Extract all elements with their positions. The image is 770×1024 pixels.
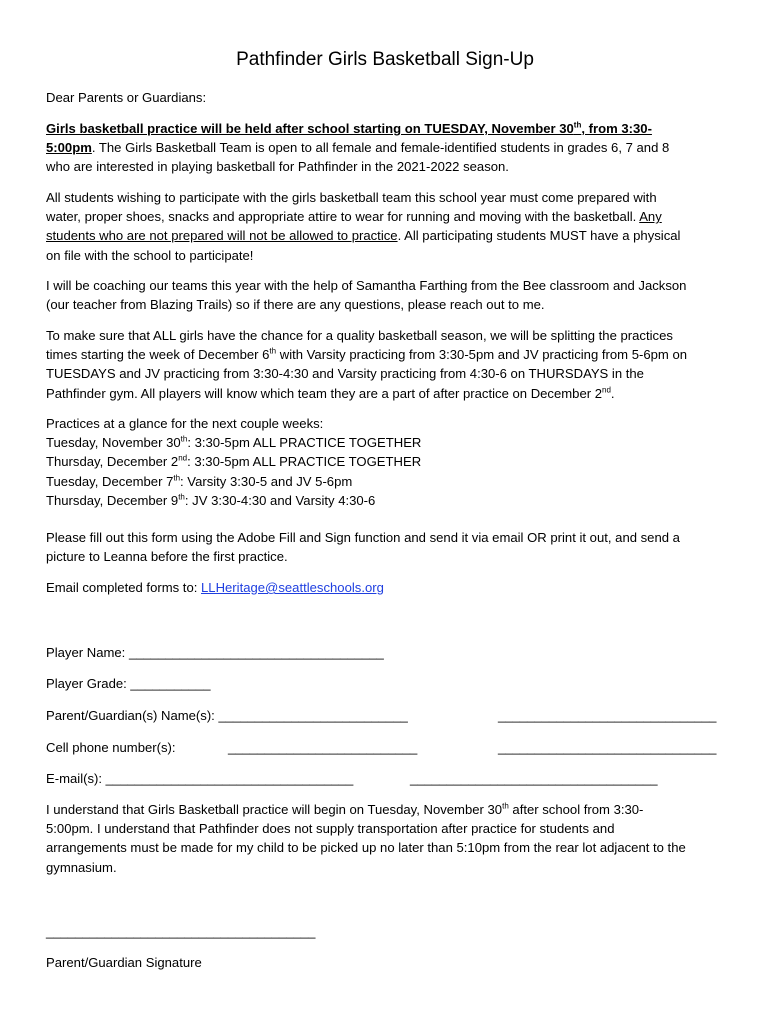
signature-line[interactable]: _____________________________________ bbox=[46, 924, 316, 939]
greeting-text: Dear Parents or Guardians: bbox=[46, 90, 207, 105]
intro-line-2 bbox=[46, 138, 736, 157]
teams-line-2 bbox=[46, 345, 736, 364]
schedule-superscript: th bbox=[180, 434, 188, 444]
acknowledgement-line-1 bbox=[46, 800, 736, 819]
coaching-line-1: I will be coaching our teams this year with the help of Samantha Farthing from the Bee classroom and Jackson bbox=[46, 278, 687, 293]
acknowledgement-line-1-b: after school from 3:30- bbox=[508, 802, 644, 817]
requirements-line-1: All students wishing to participate with the girls basketball team this school year must come prepared with bbox=[46, 190, 657, 205]
instructions-line-2: picture to Leanna before the first practice. bbox=[46, 549, 288, 565]
teams-line-2-a: times starting the week of December 6 bbox=[46, 347, 270, 363]
teams-superscript-2: nd bbox=[602, 385, 611, 395]
teams-line-4-a: Pathfinder gym. All players will know which team they are a part of after practice on December 2 bbox=[46, 385, 603, 401]
email-label: Email completed forms to: bbox=[46, 580, 201, 595]
player-name-field[interactable]: Player Name: ___________________________________ bbox=[46, 645, 384, 660]
guardian-name-field-2[interactable]: ______________________________ bbox=[498, 708, 717, 723]
email-field-2[interactable]: __________________________________ bbox=[410, 771, 658, 786]
schedule-row bbox=[46, 491, 736, 510]
teams-line-4 bbox=[46, 384, 736, 403]
acknowledgement-paragraph bbox=[46, 800, 736, 877]
email-link[interactable]: LLHeritage@seattleschools.org bbox=[201, 580, 384, 595]
email-field[interactable]: E-mail(s): __________________________________ bbox=[46, 771, 354, 786]
coaching-line-2: (our teacher from Blazing Trails) so if there are any questions, please reach out to me. bbox=[46, 297, 545, 313]
practice-schedule bbox=[46, 414, 736, 510]
schedule-detail: : Varsity 3:30-5 and JV 5-6pm bbox=[180, 473, 353, 489]
guardian-name-field[interactable]: Parent/Guardian(s) Name(s): __________________________ bbox=[46, 708, 408, 723]
instructions-paragraph bbox=[46, 528, 736, 566]
requirements-underlined-text: students who are not prepared will not be allowed to practice bbox=[46, 228, 398, 244]
requirements-line-2-text: water, proper shoes, snacks and appropriate attire to wear for running and moving with the basketball. bbox=[46, 209, 640, 225]
requirements-line-4: on file with the school to participate! bbox=[46, 247, 254, 263]
teams-paragraph bbox=[46, 326, 736, 403]
acknowledgement-line-1-a: I understand that Girls Basketball practice will begin on Tuesday, November 30 bbox=[46, 802, 503, 817]
teams-line-3: TUESDAYS and JV practicing from 3:30-4:30 and Varsity practicing from 4:30-6 on THURSDAYS in the bbox=[46, 366, 644, 382]
intro-time-bold: 5:00pm bbox=[46, 140, 92, 156]
acknowledgement-line-3: arrangements must be made for my child to be picked up no later than 5:10pm from the rear lot adjacent to the bbox=[46, 840, 686, 856]
email-instructions-line bbox=[46, 578, 736, 597]
requirements-line-3-text: . All participating students MUST have a physical bbox=[397, 228, 681, 244]
cell-phone-field[interactable]: __________________________ bbox=[228, 740, 418, 755]
schedule-row bbox=[46, 452, 736, 471]
signature-label: Parent/Guardian Signature bbox=[46, 955, 202, 970]
instructions-line-1: Please fill out this form using the Adobe Fill and Sign function and send it via email OR print it out, and send a bbox=[46, 530, 680, 545]
schedule-detail: : 3:30-5pm ALL PRACTICE TOGETHER bbox=[187, 454, 422, 470]
schedule-row bbox=[46, 472, 736, 491]
intro-bold-text: Girls basketball practice will be held after school starting on TUESDAY, November 30 bbox=[46, 121, 574, 136]
schedule-heading: Practices at a glance for the next couple weeks: bbox=[46, 416, 324, 431]
schedule-date: Tuesday, December 7 bbox=[46, 473, 174, 489]
teams-line-2-b: with Varsity practicing from 3:30-5pm and JV practicing from 5-6pm on bbox=[276, 347, 688, 363]
acknowledgement-superscript: th bbox=[502, 801, 509, 811]
schedule-date: Tuesday, November 30 bbox=[46, 435, 181, 451]
acknowledgement-line-2: 5:00pm. I understand that Pathfinder does not supply transportation after practice for students and bbox=[46, 821, 615, 837]
greeting bbox=[46, 88, 736, 107]
page-title: Pathfinder Girls Basketball Sign-Up bbox=[236, 49, 534, 70]
schedule-date: Thursday, December 9 bbox=[46, 492, 179, 508]
intro-superscript: th bbox=[573, 120, 582, 130]
intro-line-2-text: . The Girls Basketball Team is open to all female and female-identified students in grades 6, 7 and 8 bbox=[91, 140, 670, 156]
email-instructions bbox=[46, 578, 736, 597]
schedule-superscript: nd bbox=[178, 454, 188, 464]
requirements-underlined-start: Any bbox=[639, 209, 662, 225]
requirements-paragraph bbox=[46, 188, 736, 265]
intro-bold-end: , from 3:30- bbox=[581, 121, 652, 136]
cell-phone-label: Cell phone number(s): bbox=[46, 740, 176, 755]
schedule-superscript: th bbox=[178, 492, 185, 502]
teams-superscript-1: th bbox=[269, 346, 277, 356]
player-grade-field[interactable]: Player Grade: ___________ bbox=[46, 676, 211, 691]
intro-line-1 bbox=[46, 119, 736, 138]
schedule-superscript: th bbox=[173, 473, 181, 483]
requirements-line-3 bbox=[46, 226, 736, 245]
intro-line-3: who are interested in playing basketball for Pathfinder in the 2021-2022 season. bbox=[46, 159, 509, 175]
acknowledgement-line-4: gymnasium. bbox=[46, 859, 117, 875]
teams-line-1: To make sure that ALL girls have the chance for a quality basketball season, we will be splitting the practices bbox=[46, 328, 673, 343]
requirements-line-2 bbox=[46, 207, 736, 226]
schedule-detail: : JV 3:30-4:30 and Varsity 4:30-6 bbox=[184, 492, 376, 508]
cell-phone-field-2[interactable]: ______________________________ bbox=[498, 740, 717, 755]
schedule-date: Thursday, December 2 bbox=[46, 454, 179, 470]
coaching-paragraph bbox=[46, 276, 736, 314]
teams-line-4-b: . bbox=[610, 385, 615, 401]
schedule-row bbox=[46, 433, 736, 452]
intro-paragraph bbox=[46, 119, 736, 177]
schedule-detail: : 3:30-5pm ALL PRACTICE TOGETHER bbox=[187, 435, 422, 451]
